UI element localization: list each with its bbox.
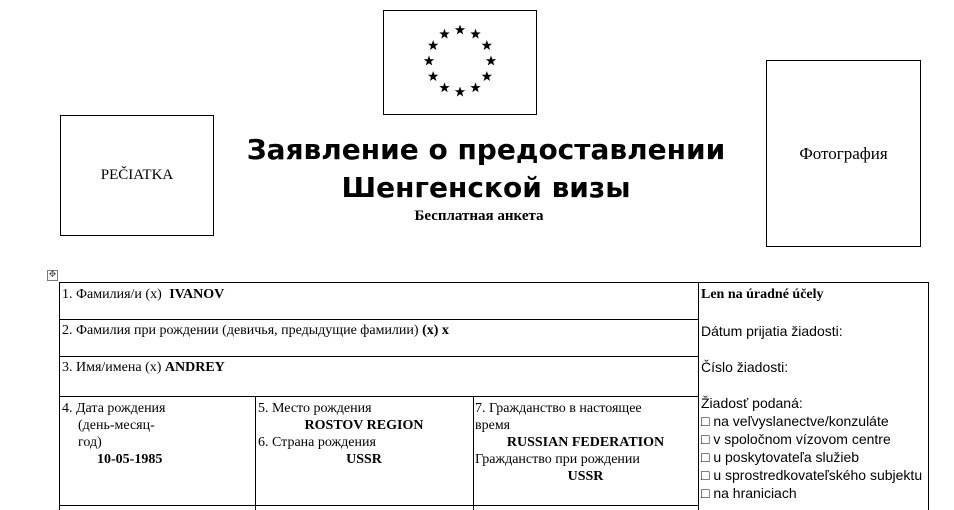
star-icon [424, 56, 434, 66]
page-subtitle: Бесплатная анкета [414, 208, 544, 224]
stamp-box [60, 115, 214, 236]
table-row-divider [59, 505, 699, 506]
field-birth-date-value[interactable]: 10-05-1985 [97, 452, 163, 467]
title-line-2: Шенгенской визы [341, 171, 631, 204]
official-option-intermediary[interactable]: □ u sprostredkovateľského subjektu [701, 467, 923, 483]
official-number-label: Číslo žiadosti: [701, 359, 789, 375]
table-border-left [59, 282, 60, 510]
star-icon [486, 56, 496, 66]
table-row-divider [59, 356, 699, 357]
field-birth-country-label: 6. Страна рождения [258, 435, 376, 450]
page-title [214, 131, 758, 207]
table-column-divider [255, 396, 256, 510]
official-option-service-provider[interactable]: □ u poskytovateľa služieb [701, 449, 860, 465]
field-birth-nationality-value[interactable]: USSR [567, 469, 604, 484]
field-birth-date-label-2: (день-месяц- [78, 418, 155, 433]
star-icon [439, 29, 449, 39]
table-column-divider [473, 396, 474, 510]
field-birth-place-value[interactable]: ROSTOV REGION [304, 418, 424, 433]
title-line-1: Заявление о предоставлении [246, 133, 726, 166]
star-icon [455, 25, 465, 35]
stamp-label: PEČIATKA [100, 167, 174, 183]
field-birth-surname-x: (x) [422, 323, 439, 338]
field-birth-surname-value[interactable]: x [441, 323, 449, 338]
photo-label: Фотография [799, 143, 888, 163]
field-nationality-label-1: 7. Гражданство в настоящее [475, 401, 642, 416]
table-move-handle-icon[interactable]: ✥ [48, 270, 57, 280]
field-birth-surname-label: 2. Фамилия при рождении (девичья, предыдущие фамилии) [62, 323, 419, 338]
official-option-border[interactable]: □ na hraniciach [701, 485, 797, 501]
star-icon [470, 82, 480, 92]
table-row-divider [59, 396, 699, 397]
field-surname-label: 1. Фамилия/и (x) [62, 287, 162, 302]
field-surname-value[interactable]: IVANOV [169, 287, 225, 302]
table-border-top [59, 282, 929, 283]
field-birth-country-value[interactable]: USSR [346, 452, 382, 467]
field-first-name-value[interactable]: ANDREY [164, 360, 225, 375]
table-column-divider [698, 282, 699, 510]
star-icon [428, 71, 438, 81]
star-icon [455, 87, 465, 97]
field-first-name-label: 3. Имя/имена (x) [62, 360, 162, 375]
field-birth-surname [62, 322, 449, 339]
star-icon [482, 40, 492, 50]
star-icon [428, 40, 438, 50]
table-border-right [928, 282, 929, 510]
field-birth-place-label: 5. Место рождения [258, 401, 372, 416]
field-nationality [475, 400, 696, 485]
official-option-visa-centre[interactable]: □ v spoločnom vízovom centre [701, 431, 891, 447]
field-birth-nationality-label: Гражданство при рождении [475, 452, 640, 467]
field-surname [62, 286, 224, 303]
official-option-embassy[interactable]: □ na veľvyslanectve/konzuláte [701, 413, 889, 429]
official-use-heading: Len na úradné účely [701, 287, 824, 302]
field-nationality-label-2: время [475, 418, 511, 433]
table-row-divider [59, 319, 699, 320]
star-icon [439, 82, 449, 92]
field-birth-date-label-3: год) [78, 435, 102, 450]
field-birth-date-label-1: 4. Дата рождения [62, 401, 166, 416]
official-submitted-label: Žiadosť podaná: [701, 395, 803, 411]
official-date-label: Dátum prijatia žiadosti: [701, 323, 843, 339]
field-nationality-value[interactable]: RUSSIAN FEDERATION [506, 435, 665, 450]
star-icon [482, 71, 492, 81]
eu-flag-icon [383, 10, 537, 115]
field-birth-date [62, 400, 166, 468]
photo-box [766, 60, 921, 247]
field-first-name [62, 359, 225, 376]
eu-flag-stars [384, 11, 536, 114]
star-icon [470, 29, 480, 39]
field-birth-place [258, 400, 470, 468]
